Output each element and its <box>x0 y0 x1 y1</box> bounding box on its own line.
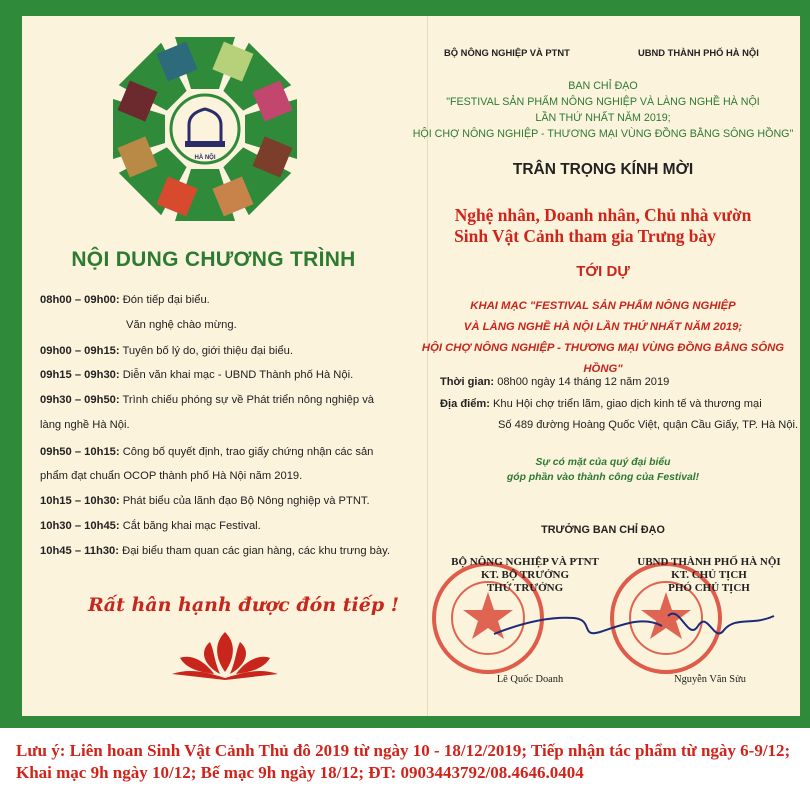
schedule-row <box>40 293 400 307</box>
place-address: Số 489 đường Hoàng Quốc Việt, quận Cầu Giấy, TP. Hà Nội. <box>498 419 799 431</box>
to-attend-label: TỚI DỰ <box>576 263 630 280</box>
schedule-text: Phát biểu của lãnh đạo Bộ Nông nghiệp và PTNT. <box>122 495 370 507</box>
schedule-time: 10h30 – 10h45: <box>40 520 120 532</box>
schedule-row <box>40 544 400 558</box>
event-title <box>406 296 800 380</box>
committee-line: HỘI CHỢ NÔNG NGHIỆP - THƯƠNG MẠI VÙNG ĐỒNG BẰNG SÔNG HỒNG" <box>412 128 794 140</box>
signer-name-right: Nguyễn Văn Sửu <box>674 674 746 685</box>
schedule-text: Công bố quyết định, trao giấy chứng nhận các sản <box>122 446 374 458</box>
guest-line: Nghệ nhân, Doanh nhân, Chủ nhà vườn <box>454 205 752 225</box>
schedule-text: phẩm đạt chuẩn OCOP thành phố Hà Nội năm 2019. <box>40 470 303 482</box>
slogan-line: Sự có mặt của quý đại biểu <box>535 457 671 468</box>
guest-line: Sinh Vật Cảnh tham gia Trưng bày <box>454 226 716 246</box>
place-value: Khu Hội chợ triển lãm, giao dịch kinh tế và thương mại <box>493 398 762 410</box>
schedule-text: Văn nghệ chào mừng. <box>126 319 237 331</box>
time-value: 08h00 ngày 14 tháng 12 năm 2019 <box>497 376 670 388</box>
signer-name-left: Lê Quốc Doanh <box>496 674 564 685</box>
schedule-row <box>40 393 400 407</box>
schedule-time: 10h45 – 11h30: <box>40 545 119 557</box>
place-label: Địa điểm: <box>440 398 490 410</box>
program-page <box>22 16 405 716</box>
schedule-row <box>40 519 400 533</box>
slogan-line: góp phần vào thành công của Festival! <box>506 472 700 483</box>
welcome-message: Rất hân hạnh được đón tiếp ! <box>88 594 400 616</box>
schedule-text: làng nghề Hà Nội. <box>40 419 130 431</box>
schedule-text: Diễn văn khai mạc - UBND Thành phố Hà Nội. <box>122 369 354 381</box>
schedule-time: 09h50 – 10h15: <box>40 446 120 458</box>
committee-line: BAN CHỈ ĐẠO <box>568 80 638 92</box>
slogan <box>406 455 800 485</box>
schedule-row <box>40 494 400 508</box>
handwritten-signatures <box>484 586 784 656</box>
event-line: VÀ LÀNG NGHỀ HÀ NỘI LẦN THỨ NHẤT NĂM 2019; <box>463 321 743 333</box>
schedule-time: 09h00 – 09h15: <box>40 345 120 357</box>
org-left: BỘ NÔNG NGHIỆP VÀ PTNT <box>444 47 570 58</box>
event-line: KHAI MẠC "FESTIVAL SẢN PHẨM NÔNG NGHIỆP <box>470 300 736 312</box>
time-label: Thời gian: <box>440 376 495 388</box>
festival-logo <box>110 34 300 224</box>
event-place <box>440 398 762 410</box>
card-paper <box>22 16 800 716</box>
lotus-ornament <box>170 628 280 680</box>
schedule-text: Đón tiếp đại biểu. <box>122 294 210 306</box>
committee-line: "FESTIVAL SẢN PHẨM NÔNG NGHIỆP VÀ LÀNG NGHỀ HÀ NỘI <box>446 96 760 108</box>
signatory-line: UBND THÀNH PHỐ HÀ NỘI <box>637 556 781 568</box>
schedule-row <box>40 344 400 358</box>
schedule-text: Cắt băng khai mạc Festival. <box>122 520 261 532</box>
signatory-line: PHÓ CHỦ TỊCH <box>668 582 750 594</box>
footer-note: Lưu ý: Liên hoan Sinh Vật Cảnh Thủ đô 2019 từ ngày 10 - 18/12/2019; Tiếp nhận tác phẩm từ ngày 6-9/12; Khai mạc 9h ngày 10/12; Bế mạc 9h ngày 18/12; ĐT: 0903443792/08.4646.0404 <box>16 741 791 782</box>
committee-line: LẦN THỨ NHẤT NĂM 2019; <box>535 112 671 124</box>
schedule-time: 09h15 – 09h30: <box>40 369 120 381</box>
guest-block <box>406 205 800 247</box>
event-line: HỘI CHỢ NÔNG NGHIỆP - THƯƠNG MẠI VÙNG ĐỒNG BẰNG SÔNG HỒNG" <box>421 342 785 375</box>
signatory-line: BỘ NÔNG NGHIỆP VÀ PTNT <box>451 556 599 568</box>
invitation-page <box>406 16 800 716</box>
signatory-line: KT. BỘ TRƯỞNG <box>480 569 570 581</box>
committee-head-title: TRƯỞNG BAN CHỈ ĐẠO <box>541 524 665 536</box>
schedule-time: 10h15 – 10h30: <box>40 495 120 507</box>
org-right: UBND THÀNH PHỐ HÀ NỘI <box>638 47 759 58</box>
logo-text: HÀ NỘI <box>194 155 216 161</box>
schedule-time: 08h00 – 09h00: <box>40 294 120 306</box>
committee-block <box>406 78 800 142</box>
invite-title: TRÂN TRỌNG KÍNH MỜI <box>512 161 694 178</box>
schedule-text: Tuyên bố lý do, giới thiệu đại biểu. <box>122 345 294 357</box>
schedule-text: Trình chiếu phóng sự về Phát triển nông nghiệp và <box>122 394 375 406</box>
schedule-text: Đại biểu tham quan các gian hàng, các khu trưng bày. <box>122 545 390 557</box>
schedule-row <box>40 368 400 382</box>
schedule-row <box>40 445 400 459</box>
signatory-line: KT. CHỦ TỊCH <box>671 569 747 581</box>
program-title: NỘI DUNG CHƯƠNG TRÌNH <box>71 248 356 271</box>
event-time <box>440 376 669 388</box>
signatory-line: THỨ TRƯỞNG <box>486 582 564 594</box>
schedule-time: 09h30 – 09h50: <box>40 394 120 406</box>
